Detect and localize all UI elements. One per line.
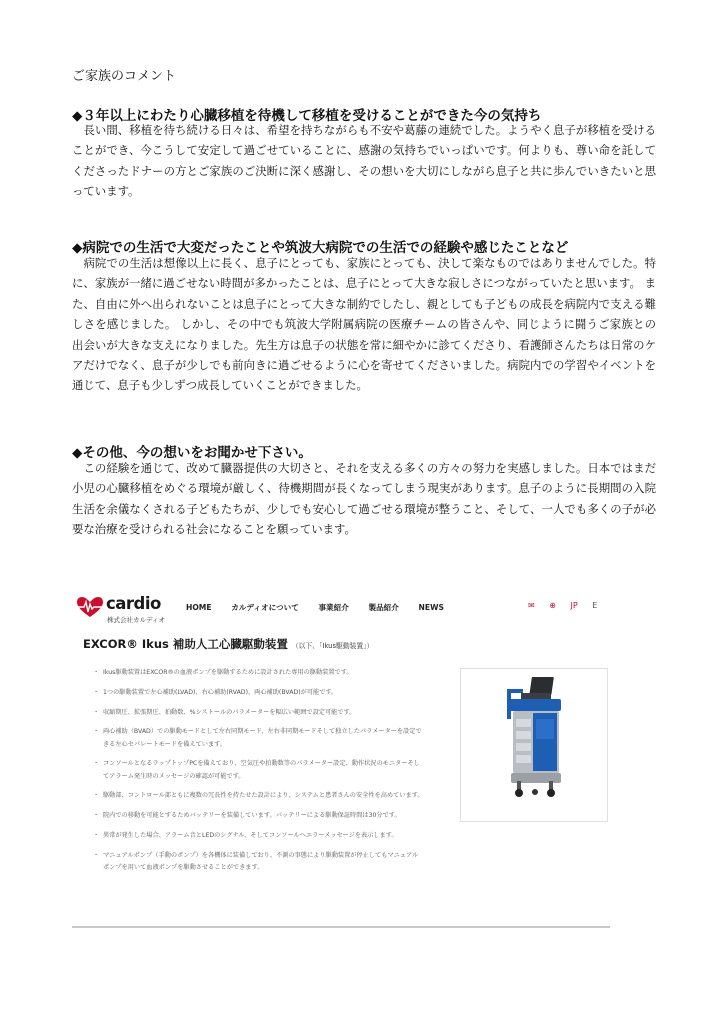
answer-text-1: 長い間、移植を待ち続ける日々は、希望を持ちながらも不安や葛藤の連続でした。ようやく息子が移植を受けることができ、今こうして安定して過ごせていることに、感謝の気持ちでいっぱいです。何よりも、尊い命を託してくださったドナーの方とご家族のご決断に深く感謝し、その想いを大切にしながら息子と共に歩んでいきたいと思っています。: [72, 123, 656, 199]
feature-item: ・ 異常が発生した場合、アラーム音とLEDのシグナル、そしてコンソールへエラーメッセージを表示します。: [94, 830, 424, 842]
logo-wordmark: cardio: [106, 594, 161, 613]
utility-nav: [528, 601, 609, 610]
nav-item-products[interactable]: 製品紹介: [368, 603, 399, 612]
cardio-logo[interactable]: [76, 594, 182, 624]
nav-item-news[interactable]: NEWS: [418, 603, 444, 612]
page-title: ご家族のコメント: [72, 69, 177, 84]
screenshot-divider: [72, 926, 610, 928]
product-photo: [460, 668, 608, 822]
globe-icon[interactable]: ⊕: [549, 601, 556, 610]
nav-item-business[interactable]: 事業紹介: [318, 603, 349, 612]
logo-company-name: 株式会社カルディオ: [107, 616, 165, 624]
feature-item: ・ 駆動部、コントロール部ともに複数の冗長性を持たせた設計により、システムと患者さんの安全性を高めています。: [94, 790, 424, 802]
answer-text-2: 病院での生活は想像以上に長く、息子にとっても、家族にとっても、決して楽なものではありませんでした。特に、家族が一緒に過ごせない時間が多かったことは、息子にとって大きな寂しさにつながっていたと思います。 また、自由に外へ出られないことは息子にとって大きな制約でしたし、親としても子どもの成長を病院内で支える難しさを感じました。 しかし、その中でも筑波大学附属病院の医療チームの皆さんや、同じように闘うご家族との出会いが大きな支えになりました。先生方は息子の状態を常に細やかに診てくださり、看護師さんたちは日常のケアだけでなく、息子が少しでも前向きに過ごせるように心を寄せてくださいました。病院内での学習やイベントを通じて、息子も少しずつ成長していくことができました。: [72, 256, 656, 393]
feature-item: ・ 1つの駆動装置で左心補助(LVAD)、右心補助(RVAD)、両心補助(BVAD)が可能です。: [94, 687, 424, 699]
embedded-website-screenshot: [72, 582, 610, 928]
question-heading-2: ◆病院での生活で大変だったことや筑波大病院での生活での経験や感じたことなど: [72, 240, 569, 256]
main-nav: [186, 602, 461, 613]
language-jp[interactable]: JP: [570, 601, 578, 610]
feature-item: ・ コンソールとなるラップトップPCを備えており、空気圧や拍動数等のパラメーター設定、動作状況のモニターそしてアラーム発生時のメッセージの確認が可能です。: [94, 758, 424, 782]
answer-paragraph-2: [72, 253, 656, 396]
ikus-driving-unit-image: [461, 669, 607, 821]
question-heading-1: ◆３年以上にわたり心臓移植を待機して移植を受けることができた今の気持ち: [72, 108, 542, 124]
mail-icon[interactable]: ✉: [528, 601, 535, 610]
product-feature-list: [94, 667, 424, 882]
language-en[interactable]: E: [592, 601, 598, 610]
feature-item: ・ マニュアルポンプ（手動のポンプ）を各機体に装備しており、不測の事態により駆動装置が停止してもマニュアルポンプを用いて血液ポンプを駆動させることができます。: [94, 850, 424, 874]
question-heading-3: ◆その他、今の想いをお聞かせ下さい。: [72, 445, 312, 461]
nav-item-about[interactable]: カルディオについて: [231, 603, 299, 612]
heart-wave-logo-icon: [76, 596, 104, 618]
feature-item: ・ 収縮期圧、拡張期圧、拍動数、%シストールのパラメーターを幅広い範囲で設定可能です。: [94, 707, 424, 719]
answer-text-3: この経験を通じて、改めて臓器提供の大切さと、それを支える多くの方々の努力を実感しました。日本ではまだ小児の心臓移植をめぐる環境が厳しく、待機期間が長くなってしまう現実があります。息子のように長期間の入院生活を余儀なくされる子どもたちが、少しでも安心して過ごせる環境が整うこと、そして、一人でも多くの子が必要な治療を受けられる社会になることを願っています。: [72, 461, 656, 537]
answer-paragraph-1: [72, 120, 656, 202]
feature-item: ・ Ikus駆動装置はEXCOR®の血液ポンプを駆動するために設計された専用の駆動装置です。: [94, 667, 424, 679]
feature-item: ・ 院内での移動を可能とするためバッテリーを装備しています。バッテリーによる駆動保証時間は30分です。: [94, 810, 424, 822]
answer-paragraph-3: [72, 458, 656, 540]
product-title: [83, 636, 373, 652]
product-title-note: （以下、「Ikus駆動装置」）: [291, 642, 374, 650]
nav-item-home[interactable]: HOME: [186, 603, 212, 612]
product-title-text: EXCOR® Ikus 補助人工心臓駆動装置: [83, 637, 288, 651]
feature-item: ・ 両心補助（BVAD）での駆動モードとして左右同期モード、左右非同期モードそして独立したパラメーターを設定できる左心セパレートモードを備えています。: [94, 726, 424, 750]
